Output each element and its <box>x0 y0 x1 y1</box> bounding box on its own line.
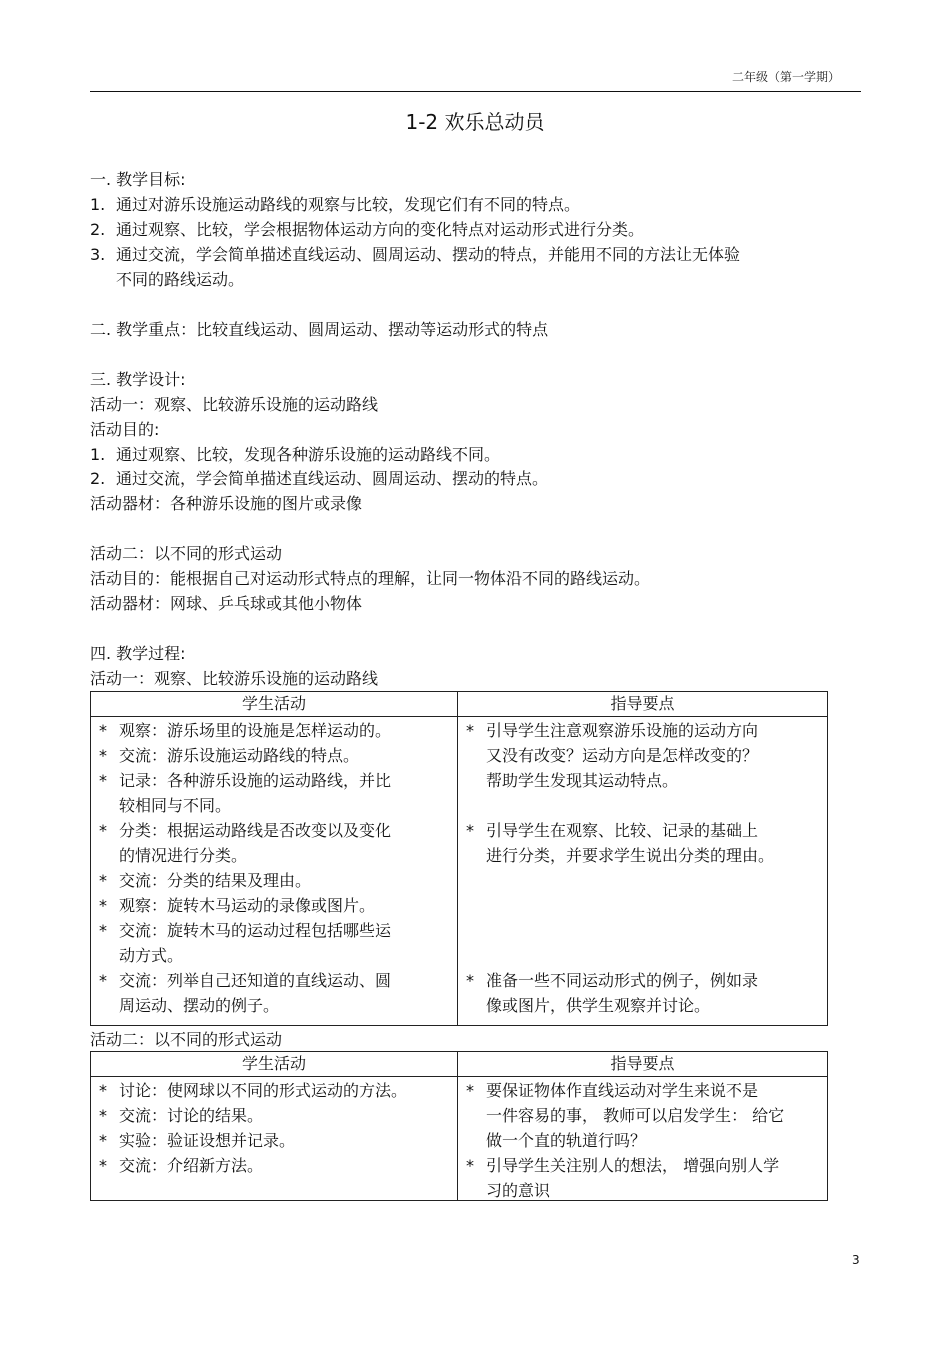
activity1-goal-2 <box>90 467 548 491</box>
table-cell-item <box>99 768 453 818</box>
bullet-star: * <box>99 721 107 740</box>
table-cell-line: 的情况进行分类。 <box>119 846 248 865</box>
bullet-star: * <box>99 871 107 890</box>
bullet-star: * <box>99 971 107 990</box>
goal-num: 2. <box>90 469 106 488</box>
table-cell-item <box>99 868 453 893</box>
table-cell-line: 习的意识 <box>486 1181 551 1200</box>
table-cell-line: 交流：列举自己还知道的直线运动、圆 <box>119 971 392 990</box>
table-header-student: 学生活动 <box>91 692 458 716</box>
goal-num: 1. <box>90 195 106 214</box>
table-cell-line: 观察：旋转木马运动的录像或图片。 <box>119 896 376 915</box>
activity2-title: 活动二：以不同的形式运动 <box>90 544 283 563</box>
table-cell-line: 实验：验证设想并记录。 <box>119 1131 296 1150</box>
table-cell-item <box>99 918 453 968</box>
goal-num: 2. <box>90 220 106 239</box>
bullet-star: * <box>99 921 107 940</box>
header-rule <box>90 91 861 92</box>
table-cell-item <box>99 1078 453 1103</box>
table-header-guide: 指导要点 <box>610 1054 675 1073</box>
goal-text: 通过观察、比较，发现各种游乐设施的运动路线不同。 <box>116 445 501 464</box>
header-grade: 二年级（第一学期） <box>731 70 840 84</box>
activity2-goal: 活动目的：能根据自己对运动形式特点的理解，让同一物体沿不同的路线运动。 <box>90 569 651 588</box>
student-activity-column <box>91 1077 458 1200</box>
goal-text: 通过交流，学会简单描述直线运动、圆周运动、摆动的特点，并能用不同的方法让无体验 <box>116 245 741 264</box>
table-cell-line: 要保证物体作直线运动对学生来说不是 <box>486 1081 759 1100</box>
table-cell-item <box>466 1078 823 1153</box>
activity2-materials: 活动器材：网球、乒乓球或其他小物体 <box>90 594 363 613</box>
table-cell-item <box>466 718 823 793</box>
activity1-goal-label: 活动目的: <box>90 420 160 439</box>
goal-item-3-cont: 不同的路线运动。 <box>116 270 245 289</box>
table-cell-line: 准备一些不同运动形式的例子，例如录 <box>486 971 759 990</box>
table-cell-line: 讨论：使网球以不同的形式运动的方法。 <box>119 1081 408 1100</box>
bullet-star: * <box>466 1156 474 1175</box>
goal-item-3 <box>90 243 740 267</box>
table-body <box>91 717 827 1025</box>
goal-text: 通过对游乐设施运动路线的观察与比较，发现它们有不同的特点。 <box>116 195 581 214</box>
table-body <box>91 1077 827 1200</box>
table-cell-line: 又没有改变？运动方向是怎样改变的？ <box>486 746 759 765</box>
table-cell-line: 引导学生注意观察游乐设施的运动方向 <box>486 721 759 740</box>
section3-heading: 三. 教学设计: <box>90 370 186 389</box>
table-cell-line: 引导学生在观察、比较、记录的基础上 <box>486 821 759 840</box>
activity1-title: 活动一：观察、比较游乐设施的运动路线 <box>90 395 379 414</box>
goal-text: 通过交流，学会简单描述直线运动、圆周运动、摆动的特点。 <box>116 469 549 488</box>
activity1-table <box>90 691 828 1026</box>
page-number: 3 <box>852 1253 860 1267</box>
table-cell-item <box>466 1153 823 1203</box>
goal-num: 3. <box>90 245 106 264</box>
page-title: 1-2 欢乐总动员 <box>405 110 545 134</box>
table-header-row <box>91 1052 827 1077</box>
table-cell-line: 做一个直的轨道行吗？ <box>486 1131 647 1150</box>
bullet-star: * <box>466 821 474 840</box>
table-cell-line: 观察：游乐场里的设施是怎样运动的。 <box>119 721 392 740</box>
table-cell-line: 交流：讨论的结果。 <box>119 1106 264 1125</box>
table1-caption: 活动一：观察、比较游乐设施的运动路线 <box>90 669 379 688</box>
goal-item-2 <box>90 218 644 242</box>
table-cell-item <box>99 1103 453 1128</box>
bullet-star: * <box>466 971 474 990</box>
student-activity-column <box>91 717 458 1025</box>
section2-heading: 二. 教学重点：比较直线运动、圆周运动、摆动等运动形式的特点 <box>90 320 549 339</box>
table-cell-line: 记录：各种游乐设施的运动路线，并比 <box>119 771 392 790</box>
table-header-guide: 指导要点 <box>610 694 675 713</box>
table-cell-item <box>99 1128 453 1153</box>
goal-text: 通过观察、比较，学会根据物体运动方向的变化特点对运动形式进行分类。 <box>116 220 645 239</box>
guide-points-column <box>458 717 827 1025</box>
table2-caption: 活动二：以不同的形式运动 <box>90 1030 283 1049</box>
activity1-materials: 活动器材：各种游乐设施的图片或录像 <box>90 494 363 513</box>
table-cell-line: 像或图片，供学生观察并讨论。 <box>486 996 711 1015</box>
bullet-star: * <box>99 1106 107 1125</box>
activity1-goal-1 <box>90 443 500 467</box>
table-cell-item <box>99 1153 453 1178</box>
table-cell-item <box>99 968 453 1018</box>
table-cell-line: 较相同与不同。 <box>119 796 232 815</box>
table-cell-line: 交流：介绍新方法。 <box>119 1156 264 1175</box>
bullet-star: * <box>99 821 107 840</box>
guide-points-column <box>458 1077 827 1200</box>
table-cell-line: 一件容易的事， 教师可以启发学生： 给它 <box>486 1106 785 1125</box>
table-header-student: 学生活动 <box>91 1052 458 1076</box>
bullet-star: * <box>99 771 107 790</box>
table-cell-line: 动方式。 <box>119 946 184 965</box>
bullet-star: * <box>99 896 107 915</box>
table-header-row <box>91 692 827 717</box>
bullet-star: * <box>99 1131 107 1150</box>
goal-num: 1. <box>90 445 106 464</box>
table-cell-item <box>466 968 823 1018</box>
bullet-star: * <box>99 746 107 765</box>
bullet-star: * <box>466 721 474 740</box>
table-cell-line: 分类：根据运动路线是否改变以及变化 <box>119 821 392 840</box>
table-cell-line: 引导学生关注别人的想法， 增强向别人学 <box>486 1156 780 1175</box>
bullet-star: * <box>99 1156 107 1175</box>
table-cell-item <box>99 718 453 743</box>
table-cell-item <box>99 818 453 868</box>
bullet-star: * <box>99 1081 107 1100</box>
table-cell-line: 交流：分类的结果及理由。 <box>119 871 312 890</box>
table-cell-item <box>99 743 453 768</box>
table-cell-line: 交流：旋转木马的运动过程包括哪些运 <box>119 921 392 940</box>
activity2-table <box>90 1051 828 1201</box>
bullet-star: * <box>466 1081 474 1100</box>
table-cell-line: 周运动、摆动的例子。 <box>119 996 280 1015</box>
table-cell-line: 交流：游乐设施运动路线的特点。 <box>119 746 360 765</box>
table-cell-line: 进行分类，并要求学生说出分类的理由。 <box>486 846 775 865</box>
table-cell-line: 帮助学生发现其运动特点。 <box>486 771 679 790</box>
goal-item-1 <box>90 193 580 217</box>
section4-heading: 四. 教学过程: <box>90 644 186 663</box>
section1-heading: 一. 教学目标: <box>90 170 186 189</box>
table-cell-item <box>466 818 823 868</box>
table-cell-item <box>99 893 453 918</box>
